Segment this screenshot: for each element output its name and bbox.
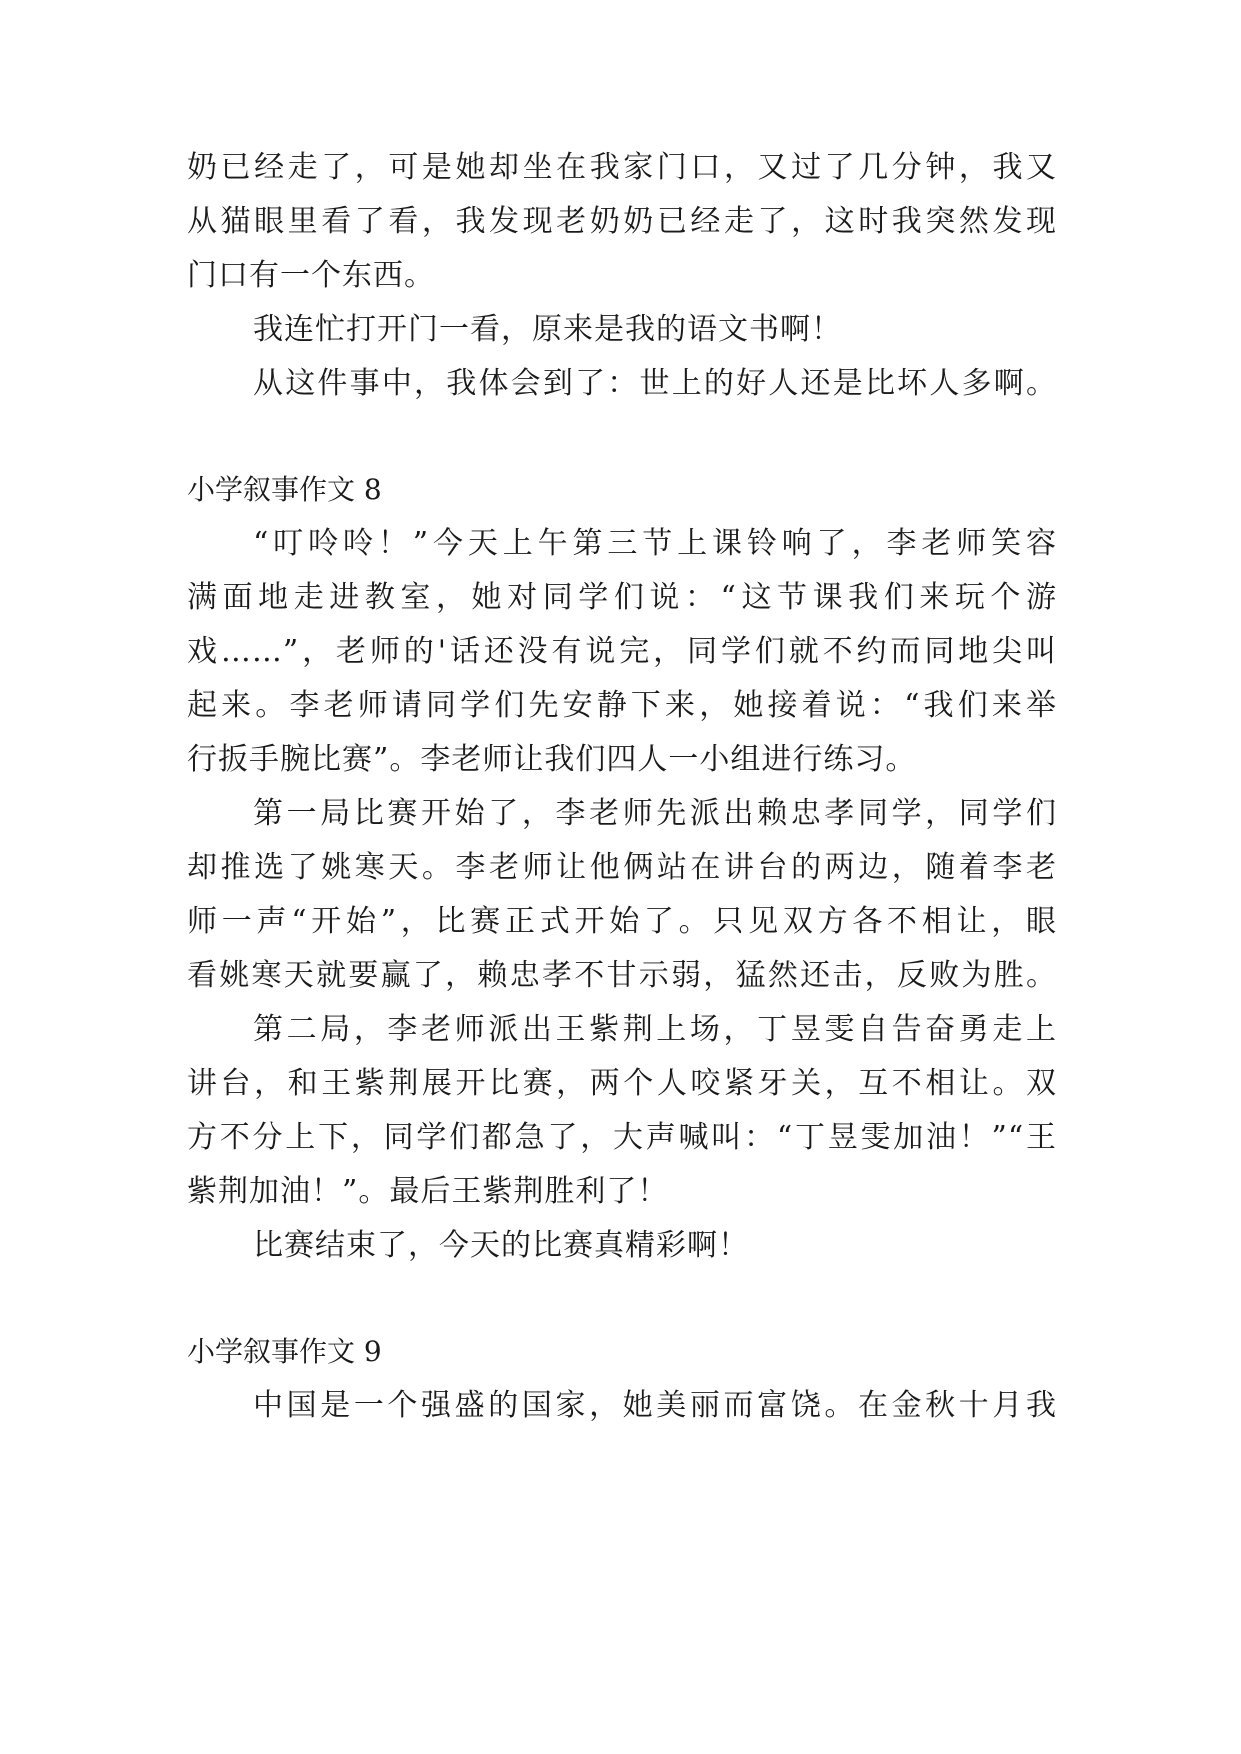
paragraph-line: 从猫眼里看了看，我发现老奶奶已经走了，这时我突然发现 — [187, 204, 1057, 239]
paragraph: 从这件事中，我体会到了：世上的好人还是比坏人多啊。 — [253, 366, 1057, 401]
paragraph: 我连忙打开门一看，原来是我的语文书啊！ — [253, 312, 842, 347]
paragraph-line: 中国是一个强盛的国家，她美丽而富饶。在金秋十月我 — [253, 1388, 1057, 1423]
paragraph-line: 紫荆加油！”。最后王紫荆胜利了！ — [187, 1174, 669, 1209]
paragraph-line: 看姚寒天就要赢了，赖忠孝不甘示弱，猛然还击，反败为胜。 — [187, 958, 1057, 993]
paragraph-line: 第一局比赛开始了，李老师先派出赖忠孝同学，同学们 — [253, 796, 1057, 831]
section-title: 小学叙事作文 9 — [187, 1335, 382, 1368]
section-title: 小学叙事作文 8 — [187, 473, 382, 506]
paragraph-line: 满面地走进教室，她对同学们说：“这节课我们来玩个游 — [187, 580, 1057, 615]
paragraph-line: 方不分上下，同学们都急了，大声喊叫：“丁昱雯加油！”“王 — [187, 1120, 1057, 1155]
paragraph-line: 讲台，和王紫荆展开比赛，两个人咬紧牙关，互不相让。双 — [187, 1066, 1057, 1101]
paragraph-line: 起来。李老师请同学们先安静下来，她接着说：“我们来举 — [187, 688, 1057, 723]
paragraph-line: 却推选了姚寒天。李老师让他俩站在讲台的两边，随着李老 — [187, 850, 1057, 885]
paragraph: 比赛结束了，今天的比赛真精彩啊！ — [253, 1228, 749, 1263]
paragraph-line: “叮呤呤！”今天上午第三节上课铃响了，李老师笑容 — [253, 526, 1057, 561]
paragraph-line: 戏……”，老师的'话还没有说完，同学们就不约而同地尖叫 — [187, 634, 1057, 669]
paragraph-line: 第二局，李老师派出王紫荆上场，丁昱雯自告奋勇走上 — [253, 1012, 1057, 1047]
paragraph-line: 师一声“开始”，比赛正式开始了。只见双方各不相让，眼 — [187, 904, 1057, 939]
paragraph-line: 奶已经走了，可是她却坐在我家门口，又过了几分钟，我又 — [187, 150, 1057, 185]
paragraph-line: 门口有一个东西。 — [187, 258, 435, 293]
paragraph-line: 行扳手腕比赛”。李老师让我们四人一小组进行练习。 — [187, 742, 917, 777]
